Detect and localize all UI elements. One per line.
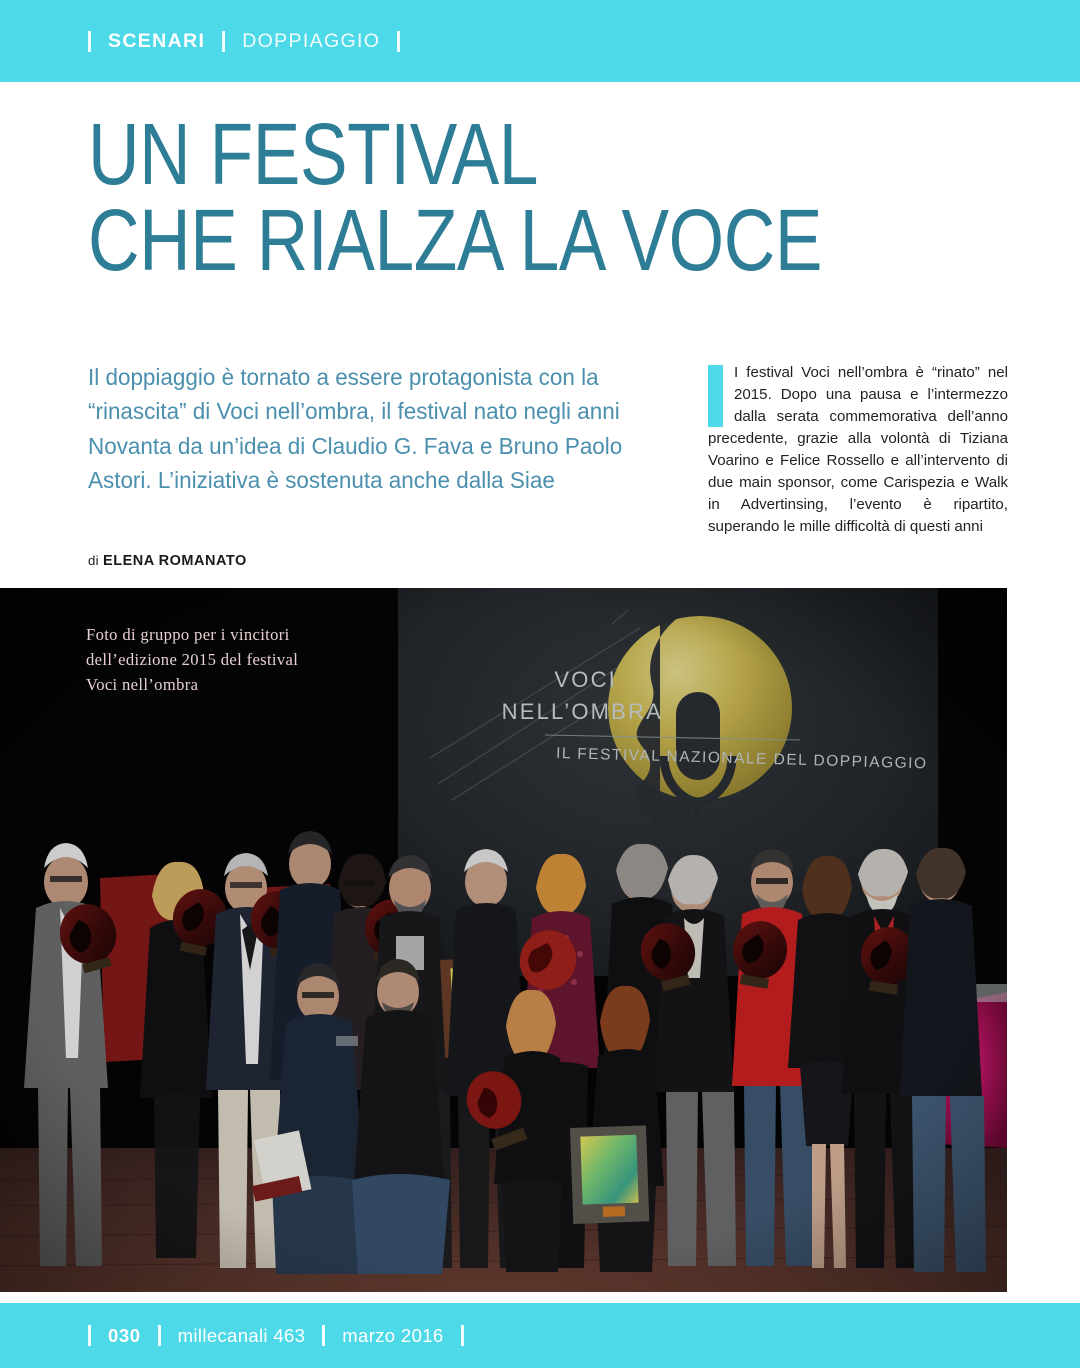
photo-caption	[86, 622, 406, 698]
header-divider	[222, 31, 225, 52]
page-footer-bar	[0, 1303, 1080, 1368]
page-title-line-1: UN FESTIVAL	[88, 106, 539, 203]
photo-caption-line-1: Foto di gruppo per i vincitori	[86, 625, 290, 644]
footer-divider	[322, 1325, 325, 1346]
photo-caption-line-3: Voci nell’ombra	[86, 675, 199, 695]
article-byline	[88, 553, 247, 569]
header-section-kicker: SCENARI	[108, 29, 206, 52]
header-divider	[88, 31, 91, 52]
article-body-column	[708, 362, 1008, 538]
byline-prefix: di	[88, 553, 99, 568]
article-standfirst: Il doppiaggio è tornato a essere protagonista con la “rinascita” di Voci nell’ombra, il festival nato negli anni Novanta da un’idea di Claudio G. Fava e Bruno Paolo Astori. L’iniziativa è sostenuta anche dalla Siae	[88, 364, 623, 494]
header-topic-kicker: DOPPIAGGIO	[242, 29, 381, 52]
article-body-text: I festival Voci nell’ombra è “rinato” nel 2015. Dopo una pausa e l’intermezzo dalla serata commemorativa dell’anno precedente, grazie alla volontà di Tiziana Voarino e Felice Rossello e all’intervento di due main sponsor, come Carispezia e Walk in Advertinsing, l’evento è ripartito, superando le mille difficoltà di questi anni	[708, 364, 1008, 535]
byline-author: ELENA ROMANATO	[103, 553, 247, 569]
photo-caption-line-2: dell’edizione 2015 del festival	[86, 650, 299, 670]
footer-issue-date: marzo 2016	[342, 1324, 444, 1346]
footer-publication: millecanali 463	[177, 1324, 306, 1346]
page-title-line-2: CHE RIALZA LA VOCE	[88, 192, 823, 290]
footer-divider	[88, 1325, 91, 1346]
footer-page-number: 030	[108, 1324, 141, 1346]
dropcap-bar	[708, 365, 723, 427]
footer-divider	[461, 1325, 464, 1346]
header-divider	[397, 31, 400, 52]
page-header-bar	[0, 0, 1080, 82]
page-title	[88, 106, 826, 290]
footer-divider	[158, 1325, 161, 1346]
